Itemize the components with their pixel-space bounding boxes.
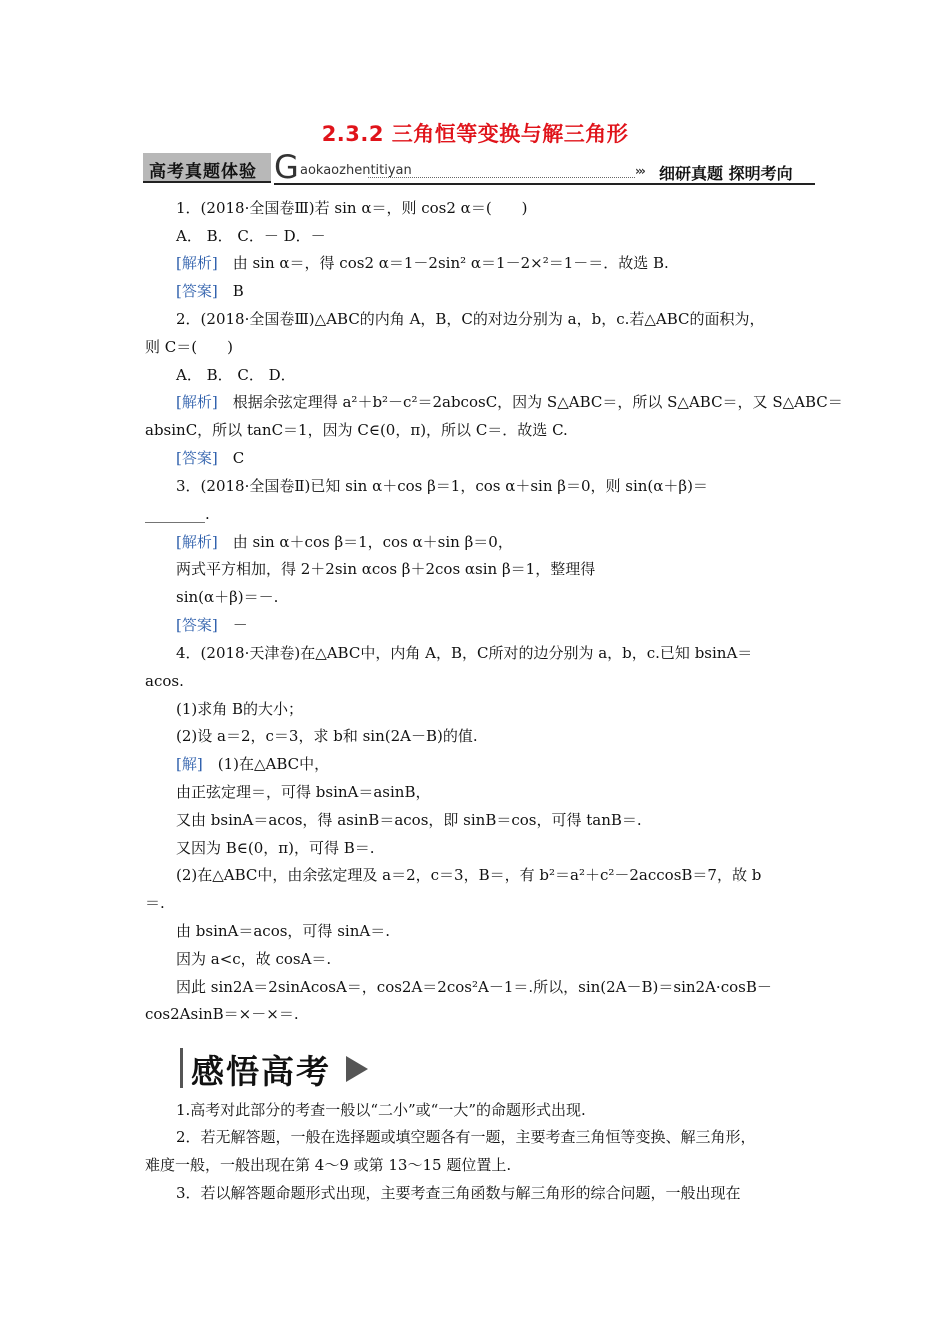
q3-analysis: [解析] 由 sin α＋cos β＝1，cos α＋sin β＝0， xyxy=(176,533,513,551)
q2-analysis-cont: absinC，所以 tanC＝1，因为 C∈(0，π)，所以 C＝．故选 C. xyxy=(145,421,568,439)
banner-subtitle: 细研真题 探明考向 xyxy=(659,164,793,183)
summary-1: 1.高考对此部分的考查一般以“二小”或“一大”的命题形式出现. xyxy=(176,1101,586,1119)
answer-tag: [解] xyxy=(176,755,203,773)
banner-arrows-icon: ››› xyxy=(635,164,644,178)
q4-solution-5-cont: ＝. xyxy=(145,894,165,912)
q1-stem: 1．(2018·全国卷Ⅲ)若 sin α＝，则 cos2 α＝( ) xyxy=(176,199,528,217)
q4-stem-cont: acos. xyxy=(145,672,184,690)
answer-tag: [解析] xyxy=(176,533,218,551)
q4-solution-8-cont: cos2AsinB＝×－×＝. xyxy=(145,1005,299,1023)
q2-answer: [答案] C xyxy=(176,449,245,467)
answer-tag: [解析] xyxy=(176,254,218,272)
q3-answer: [答案] － xyxy=(176,616,248,634)
q1-analysis: [解析] 由 sin α＝，得 cos2 α＝1－2sin² α＝1－2×²＝1－＝．故选 B. xyxy=(176,254,669,272)
banner-dotted-line xyxy=(368,177,635,178)
summary-2: 2．若无解答题，一般在选择题或填空题各有一题，主要考查三角恒等变换、解三角形， xyxy=(176,1128,756,1146)
q4-part2: (2)设 a＝2，c＝3，求 b和 sin(2A－B)的值. xyxy=(176,727,478,745)
banner-label-box xyxy=(143,153,271,183)
q4-solution-5: (2)在△ABC中，由余弦定理及 a＝2，c＝3，B＝，有 b²＝a²＋c²－2accosB＝7，故 b xyxy=(176,866,762,884)
section-banner xyxy=(143,150,815,186)
summary-2-cont: 难度一般，一般出现在第 4～9 或第 13～15 题位置上. xyxy=(145,1156,512,1174)
q3-analysis-2: 两式平方相加，得 2＋2sin αcos β＋2cos αsin β＝1，整理得 xyxy=(176,560,596,578)
q4-solution-4: 又因为 B∈(0，π)，可得 B＝. xyxy=(176,839,375,857)
summary-3: 3．若以解答题命题形式出现，主要考查三角函数与解三角形的综合问题，一般出现在 xyxy=(176,1184,741,1202)
q4-part1: (1)求角 B的大小； xyxy=(176,700,304,718)
q4-stem: 4．(2018·天津卷)在△ABC中，内角 A，B，C所对的边分别为 a，b，c.已知 bsinA＝ xyxy=(176,644,753,662)
q4-solution-3: 又由 bsinA＝acos，得 asinB＝acos，即 sinB＝cos，可得 tanB＝. xyxy=(176,811,642,829)
q1-answer: [答案] B xyxy=(176,282,244,300)
q3-analysis-3: sin(α＋β)＝－. xyxy=(176,588,279,606)
q4-solution-7: 因为 a<c，故 cosA＝. xyxy=(176,950,332,968)
q4-solution: [解] (1)在△ABC中， xyxy=(176,755,330,773)
answer-tag: [答案] xyxy=(176,449,218,467)
play-triangle-icon xyxy=(346,1056,368,1082)
q2-options: A． B． C． D． xyxy=(176,366,296,384)
q1-options: A． B． C．－ D．－ xyxy=(176,227,326,245)
q2-analysis: [解析] 根据余弦定理得 a²＋b²－c²＝2abcosC，因为 S△ABC＝，所以 S△ABC＝，又 S△ABC＝ xyxy=(176,393,843,411)
q4-solution-8: 因此 sin2A＝2sinAcosA＝，cos2A＝2cos²A－1＝.所以，sin(2A－B)＝sin2A·cosB－ xyxy=(176,978,772,996)
section-bar xyxy=(180,1048,183,1088)
section-title: 感悟高考 xyxy=(191,1052,331,1091)
q3-stem: 3．(2018·全国卷Ⅱ)已知 sin α＋cos β＝1，cos α＋sin β＝0，则 sin(α＋β)＝ xyxy=(176,477,708,495)
q3-blank: ________. xyxy=(145,505,210,523)
banner-pinyin: aokaozhentitiyan xyxy=(300,163,412,178)
q4-solution-2: 由正弦定理＝，可得 bsinA＝asinB， xyxy=(176,783,431,801)
q4-solution-6: 由 bsinA＝acos，可得 sinA＝. xyxy=(176,922,390,940)
banner-g-letter: G xyxy=(274,148,299,186)
answer-tag: [答案] xyxy=(176,616,218,634)
answer-tag: [解析] xyxy=(176,393,218,411)
banner-label: 高考真题体验 xyxy=(149,162,257,182)
section-header xyxy=(180,1044,380,1090)
q2-stem: 2．(2018·全国卷Ⅲ)△ABC的内角 A，B，C的对边分别为 a，b，c.若△ABC的面积为， xyxy=(176,310,765,328)
answer-tag: [答案] xyxy=(176,282,218,300)
q2-stem-cont: 则 C＝( ) xyxy=(145,338,233,356)
page-title: 2.3.2 三角恒等变换与解三角形 xyxy=(321,122,629,146)
